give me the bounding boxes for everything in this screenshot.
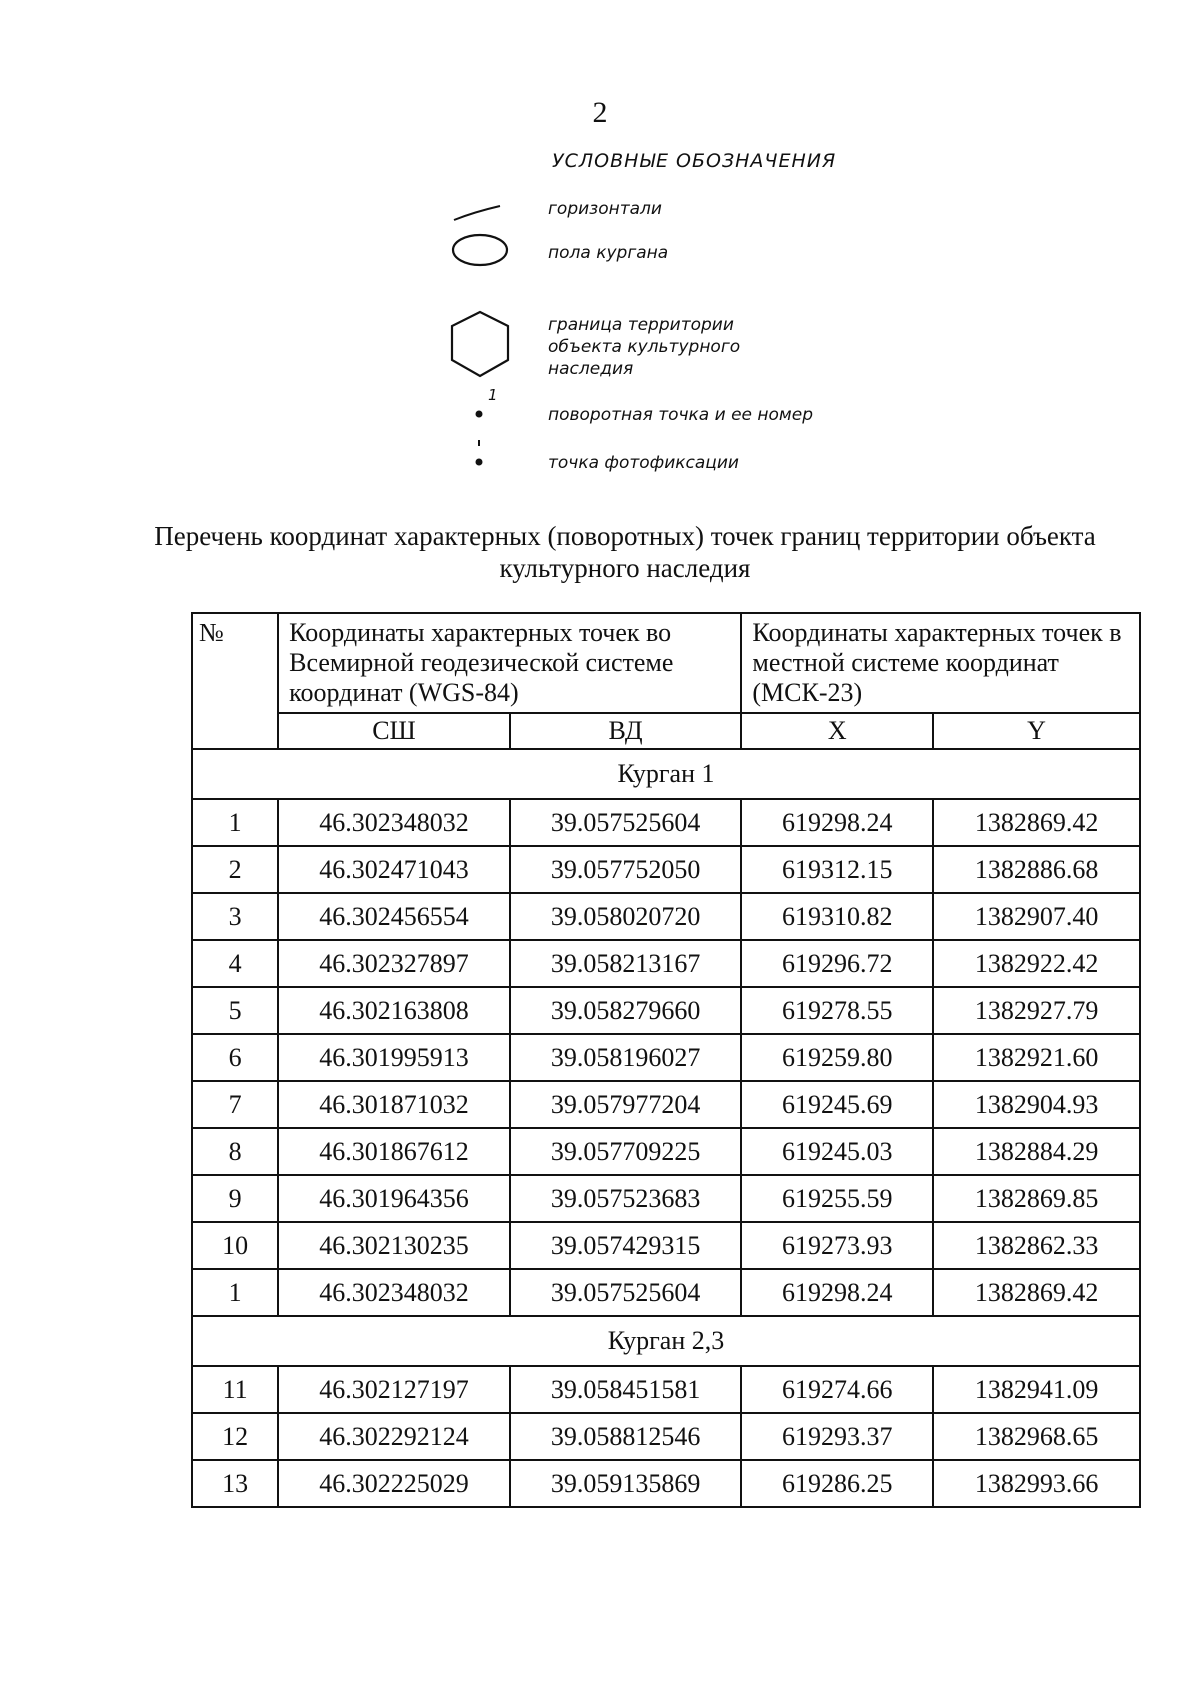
x-cell: 619310.82 [741, 893, 933, 940]
point-number: 10 [192, 1222, 278, 1269]
header-number: № [192, 613, 278, 749]
x-cell: 619255.59 [741, 1175, 933, 1222]
table-row [192, 1413, 1140, 1460]
longitude-cell: 39.057429315 [510, 1222, 742, 1269]
point-number: 9 [192, 1175, 278, 1222]
table-row [192, 893, 1140, 940]
photo-point-icon [440, 436, 520, 516]
longitude-cell: 39.057523683 [510, 1175, 742, 1222]
latitude-cell: 46.301964356 [278, 1175, 510, 1222]
group-title: Курган 1 [192, 749, 1140, 799]
y-cell: 1382927.79 [933, 987, 1140, 1034]
y-cell: 1382907.40 [933, 893, 1140, 940]
point-number: 8 [192, 1128, 278, 1175]
longitude-cell: 39.058812546 [510, 1413, 742, 1460]
x-cell: 619245.69 [741, 1081, 933, 1128]
longitude-cell: 39.058020720 [510, 893, 742, 940]
group-row [192, 749, 1140, 799]
longitude-cell: 39.058451581 [510, 1366, 742, 1413]
y-cell: 1382869.85 [933, 1175, 1140, 1222]
table-row [192, 846, 1140, 893]
table-row [192, 1081, 1140, 1128]
header-latitude: СШ [278, 713, 510, 749]
point-number: 2 [192, 846, 278, 893]
longitude-cell: 39.057752050 [510, 846, 742, 893]
y-cell: 1382869.42 [933, 1269, 1140, 1316]
header-msk23: Координаты характерных точек в местной системе координат (МСК-23) [741, 613, 1140, 713]
header-longitude: ВД [510, 713, 742, 749]
y-cell: 1382968.65 [933, 1413, 1140, 1460]
y-cell: 1382993.66 [933, 1460, 1140, 1507]
table-row [192, 1128, 1140, 1175]
legend-item-photo-point [440, 436, 880, 496]
y-cell: 1382941.09 [933, 1366, 1140, 1413]
y-cell: 1382884.29 [933, 1128, 1140, 1175]
legend-label: граница территории объекта культурного наследия [548, 315, 741, 379]
x-cell: 619286.25 [741, 1460, 933, 1507]
turning-point-marker: 1 [488, 386, 498, 404]
latitude-cell: 46.301867612 [278, 1128, 510, 1175]
mound-floor-ellipse-icon [440, 228, 520, 308]
latitude-cell: 46.302127197 [278, 1366, 510, 1413]
legend-label: поворотная точка и ее номер [548, 405, 813, 425]
header-wgs84: Координаты характерных точек во Всемирной геодезической системе координат (WGS-84) [278, 613, 741, 713]
y-cell: 1382922.42 [933, 940, 1140, 987]
y-cell: 1382921.60 [933, 1034, 1140, 1081]
x-cell: 619298.24 [741, 1269, 933, 1316]
point-number: 11 [192, 1366, 278, 1413]
table-title: Перечень координат характерных (поворотных) точек границ территории объекта культурного наследия [154, 521, 1096, 583]
page-number: 2 [592, 96, 608, 129]
point-number: 4 [192, 940, 278, 987]
legend-label: точка фотофиксации [548, 453, 739, 473]
point-number: 1 [192, 799, 278, 846]
table-row [192, 1460, 1140, 1507]
table-row [192, 940, 1140, 987]
x-cell: 619298.24 [741, 799, 933, 846]
point-number: 12 [192, 1413, 278, 1460]
legend-title: УСЛОВНЫЕ ОБОЗНАЧЕНИЯ [552, 150, 837, 172]
coordinates-table [191, 612, 1141, 1508]
legend-label: горизонтали [548, 199, 662, 219]
longitude-cell: 39.057977204 [510, 1081, 742, 1128]
point-number: 5 [192, 987, 278, 1034]
longitude-cell: 39.057525604 [510, 799, 742, 846]
y-cell: 1382862.33 [933, 1222, 1140, 1269]
latitude-cell: 46.302456554 [278, 893, 510, 940]
boundary-hexagon-icon [440, 306, 520, 396]
latitude-cell: 46.302348032 [278, 799, 510, 846]
longitude-cell: 39.057525604 [510, 1269, 742, 1316]
y-cell: 1382869.42 [933, 799, 1140, 846]
point-number: 1 [192, 1269, 278, 1316]
latitude-cell: 46.301871032 [278, 1081, 510, 1128]
x-cell: 619273.93 [741, 1222, 933, 1269]
legend-label: пола кургана [548, 243, 669, 263]
point-number: 7 [192, 1081, 278, 1128]
latitude-cell: 46.302348032 [278, 1269, 510, 1316]
point-number: 3 [192, 893, 278, 940]
table-row [192, 987, 1140, 1034]
latitude-cell: 46.302130235 [278, 1222, 510, 1269]
x-cell: 619293.37 [741, 1413, 933, 1460]
x-cell: 619296.72 [741, 940, 933, 987]
table-body [192, 749, 1140, 1507]
y-cell: 1382904.93 [933, 1081, 1140, 1128]
latitude-cell: 46.302292124 [278, 1413, 510, 1460]
latitude-cell: 46.301995913 [278, 1034, 510, 1081]
y-cell: 1382886.68 [933, 846, 1140, 893]
group-row [192, 1316, 1140, 1366]
x-cell: 619312.15 [741, 846, 933, 893]
longitude-cell: 39.058196027 [510, 1034, 742, 1081]
latitude-cell: 46.302471043 [278, 846, 510, 893]
header-x: X [741, 713, 933, 749]
x-cell: 619259.80 [741, 1034, 933, 1081]
latitude-cell: 46.302225029 [278, 1460, 510, 1507]
x-cell: 619245.03 [741, 1128, 933, 1175]
latitude-cell: 46.302327897 [278, 940, 510, 987]
table-row [192, 1269, 1140, 1316]
group-title: Курган 2,3 [192, 1316, 1140, 1366]
longitude-cell: 39.058279660 [510, 987, 742, 1034]
longitude-cell: 39.059135869 [510, 1460, 742, 1507]
legend-item-boundary [440, 306, 880, 396]
header-y: Y [933, 713, 1140, 749]
legend-item-mound-floor [440, 228, 880, 288]
x-cell: 619274.66 [741, 1366, 933, 1413]
latitude-cell: 46.302163808 [278, 987, 510, 1034]
table-row [192, 1175, 1140, 1222]
table-row [192, 1366, 1140, 1413]
point-number: 13 [192, 1460, 278, 1507]
table-row [192, 1034, 1140, 1081]
longitude-cell: 39.058213167 [510, 940, 742, 987]
x-cell: 619278.55 [741, 987, 933, 1034]
table-row [192, 1222, 1140, 1269]
point-number: 6 [192, 1034, 278, 1081]
longitude-cell: 39.057709225 [510, 1128, 742, 1175]
table-row [192, 799, 1140, 846]
